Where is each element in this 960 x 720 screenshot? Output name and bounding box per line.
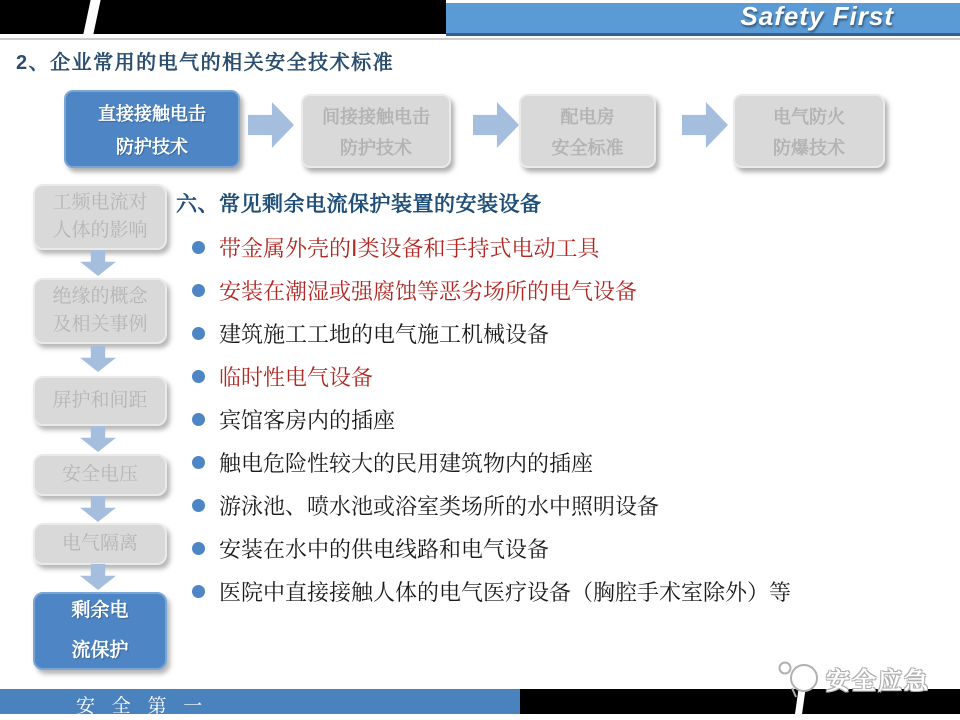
bullet-text: 触电危险性较大的民用建筑物内的插座 — [219, 451, 594, 476]
flow-box-1-line2: 防护技术 — [340, 137, 412, 158]
flow-box-0-line2: 防护技术 — [116, 136, 188, 157]
sidebar-box-4 — [33, 523, 167, 565]
flow-box-0 — [64, 90, 240, 168]
flow-box-2-line1: 配电房 — [560, 106, 615, 127]
bullet-dot-icon — [192, 542, 205, 555]
right-arrow-icon — [248, 102, 294, 148]
sidebar-box-5 — [33, 592, 167, 670]
sidebar-box-4-line1: 电气隔离 — [61, 533, 138, 554]
bullet-item-2 — [192, 312, 932, 355]
bullet-dot-icon — [192, 241, 205, 254]
footer-slogan: 安 全 第 一 — [76, 696, 209, 717]
bullet-list — [192, 226, 932, 613]
section-heading: 六、常见剩余电流保护装置的安装设备 — [176, 193, 542, 216]
bullet-dot-icon — [192, 499, 205, 512]
sidebar-box-2-line1: 屏护和间距 — [52, 390, 148, 411]
bullet-text: 安装在潮湿或强腐蚀等恶劣场所的电气设备 — [219, 279, 638, 304]
bullet-text: 宾馆客房内的插座 — [219, 408, 396, 433]
sidebar-box-1-line1: 绝缘的概念 — [52, 286, 148, 307]
bullet-dot-icon — [192, 327, 205, 340]
bullet-item-5 — [192, 441, 932, 484]
brand-slogan: Safety First — [740, 1, 894, 31]
bullet-dot-icon — [192, 370, 205, 383]
right-arrow-icon — [682, 102, 728, 148]
flow-box-1 — [301, 94, 451, 168]
down-arrow-icon — [80, 250, 116, 276]
flow-box-3 — [733, 94, 885, 168]
flow-box-3-line2: 防爆技术 — [773, 137, 845, 158]
bullet-dot-icon — [192, 284, 205, 297]
sidebar-box-1-line2: 及相关事例 — [52, 314, 148, 335]
bullet-item-7 — [192, 527, 932, 570]
down-arrow-icon — [80, 496, 116, 522]
flow-box-3-line1: 电气防火 — [773, 106, 845, 127]
bullet-dot-icon — [192, 413, 205, 426]
slide-title: 2、企业常用的电气的相关安全技术标准 — [16, 52, 395, 74]
bullet-text: 带金属外壳的Ⅰ类设备和手持式电动工具 — [219, 236, 600, 261]
sidebar-box-3 — [33, 454, 167, 496]
down-arrow-icon — [80, 346, 116, 372]
flow-box-1-line1: 间接接触电击 — [322, 106, 430, 127]
header-divider-line — [0, 38, 960, 40]
watermark-text: 安全应急 — [826, 667, 930, 695]
sidebar-box-5-line1: 剩余电 — [71, 600, 129, 621]
down-arrow-icon — [80, 426, 116, 452]
bullet-text: 医院中直接接触人体的电气医疗设备（胸腔手术室除外）等 — [219, 580, 792, 605]
bullet-text: 临时性电气设备 — [219, 365, 374, 390]
top-bar-slash-divider — [83, 0, 101, 36]
right-arrow-icon — [473, 102, 519, 148]
bullet-item-0 — [192, 226, 932, 269]
sidebar-box-0 — [33, 184, 167, 250]
sidebar-box-3-line1: 安全电压 — [61, 464, 138, 485]
bullet-text: 建筑施工工地的电气施工机械设备 — [219, 322, 550, 347]
sidebar-box-5-line2: 流保护 — [71, 640, 129, 661]
bullet-item-6 — [192, 484, 932, 527]
down-arrow-icon — [80, 564, 116, 590]
sidebar-box-1 — [33, 278, 167, 344]
bullet-item-4 — [192, 398, 932, 441]
sidebar-box-0-line2: 人体的影响 — [52, 220, 148, 241]
bullet-item-1 — [192, 269, 932, 312]
flow-box-0-line1: 直接接触电击 — [98, 103, 206, 124]
bullet-item-8 — [192, 570, 932, 613]
sidebar-box-2 — [33, 376, 167, 426]
sidebar-box-0-line1: 工频电流对 — [52, 192, 148, 213]
bullet-item-3 — [192, 355, 932, 398]
bullet-text: 游泳池、喷水池或浴室类场所的水中照明设备 — [219, 494, 660, 519]
top-black-bar — [0, 0, 446, 34]
bullet-dot-icon — [192, 585, 205, 598]
bullet-text: 安装在水中的供电线路和电气设备 — [219, 537, 550, 562]
flow-box-2 — [519, 94, 656, 168]
mascot-icon — [776, 658, 822, 698]
flow-box-2-line2: 安全标准 — [551, 137, 624, 158]
watermark — [776, 658, 930, 698]
bullet-dot-icon — [192, 456, 205, 469]
